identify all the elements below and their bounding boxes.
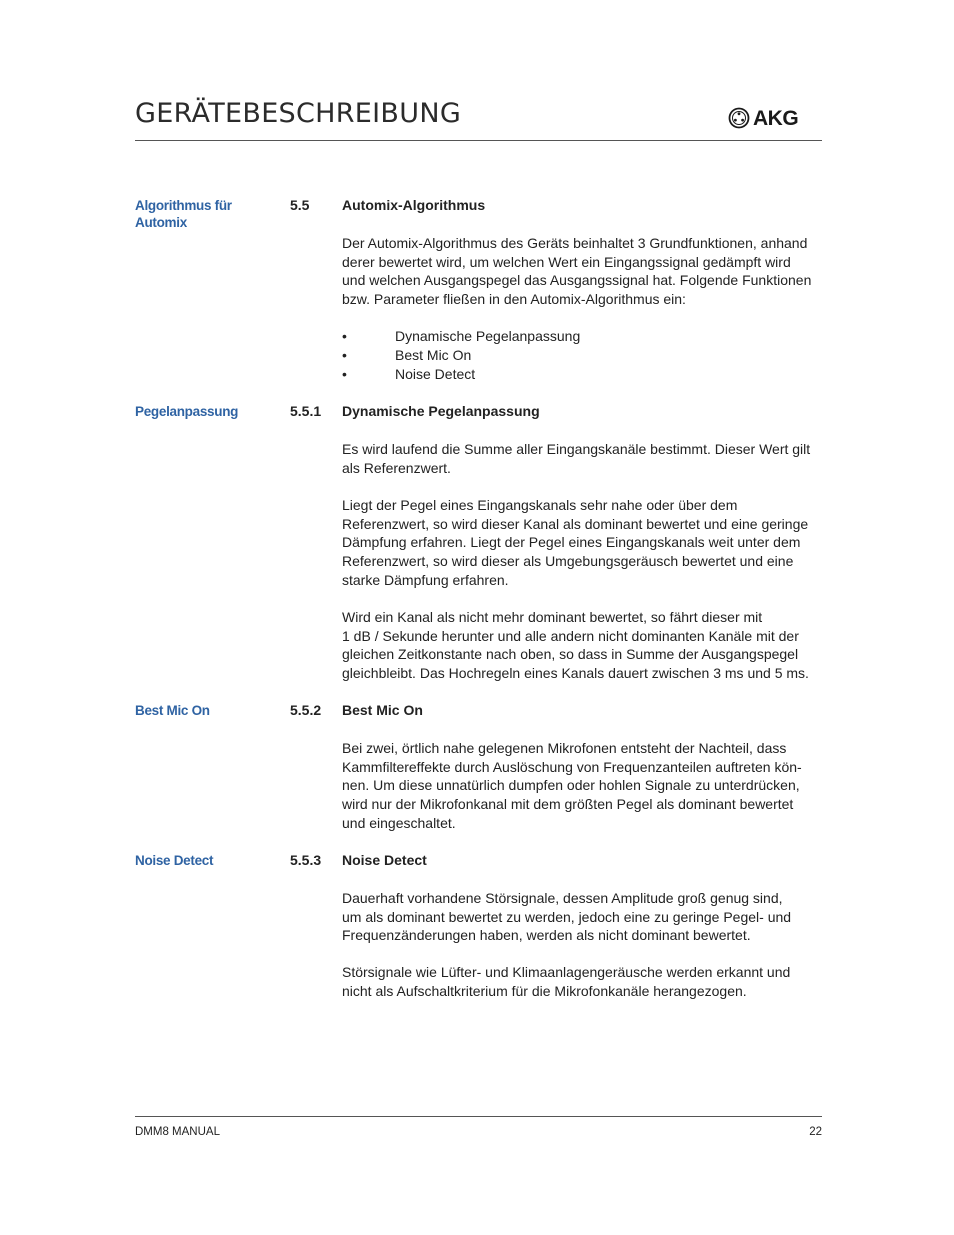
text-line: Liegt der Pegel eines Eingangskanals sehr nahe oder über dem [342, 497, 738, 513]
paragraph [342, 963, 822, 1000]
text-line: wird nur der Mikrofonkanal mit dem größten Pegel als dominant bewertet [342, 796, 794, 813]
section-number: 5.5.1 [290, 403, 322, 419]
bullet-marker: • [342, 347, 347, 363]
paragraph [342, 234, 822, 309]
text-line: um als dominant bewertet zu werden, jedoch eine zu geringe Pegel- und [342, 908, 792, 925]
text-line: und welchen Ausgangspegel das Ausgangssignal hat. Folgende Funktionen [342, 272, 812, 289]
section-heading: Noise Detect [342, 852, 427, 868]
page-title: GERÄTEBESCHREIBUNG [135, 98, 462, 129]
section-number: 5.5.2 [290, 702, 322, 718]
side-label-best-mic-on: Best Mic On [135, 703, 210, 718]
text-line: 1 dB / Sekunde herunter und alle andern nicht dominanten Kanäle mit der [342, 627, 799, 644]
paragraph [342, 440, 822, 477]
text-line: Der Automix-Algorithmus des Geräts beinhaltet 3 Grundfunktionen, anhand [342, 235, 808, 251]
text-line: starke Dämpfung erfahren. [342, 571, 509, 588]
side-label-line: Algorithmus für [135, 198, 232, 213]
header-divider [135, 140, 822, 141]
paragraph [342, 496, 822, 590]
side-label-automix [135, 197, 275, 231]
text-line: Kammfiltereffekte durch Auslöschung von Frequenzanteilen auftreten kön- [342, 758, 802, 775]
section-heading: Dynamische Pegelanpassung [342, 403, 540, 419]
page-number: 22 [809, 1126, 822, 1138]
text-line: Dauerhaft vorhandene Störsignale, dessen Amplitude groß genug sind, [342, 890, 783, 906]
text-line: derer bewertet wird, um welchen Wert ein Eingangssignal gedämpft wird [342, 253, 791, 270]
text-line: Dämpfung erfahren. Liegt der Pegel eines Eingangskanals weit unter dem [342, 534, 801, 551]
paragraph [342, 889, 822, 945]
text-line: gleichen Zeitkonstante nach oben, so dass in Summe der Ausgangspegel [342, 646, 799, 663]
text-line: Es wird laufend die Summe aller Eingangskanäle bestimmt. Dieser Wert gilt [342, 441, 811, 457]
section-heading: Automix-Algorithmus [342, 197, 486, 213]
paragraph [342, 608, 822, 683]
footer-manual-name: DMM8 MANUAL [135, 1126, 220, 1138]
akg-emblem-icon [728, 107, 750, 129]
bullet-item: Noise Detect [395, 366, 476, 382]
bullet-marker: • [342, 366, 347, 382]
paragraph [342, 739, 822, 833]
bullet-item: Dynamische Pegelanpassung [395, 328, 581, 344]
footer-divider [135, 1116, 822, 1117]
text-line: bzw. Parameter fließen in den Automix-Algorithmus ein: [342, 291, 686, 308]
side-label-pegelanpassung: Pegelanpassung [135, 404, 239, 419]
logo-text: AKG [753, 106, 799, 130]
text-line: Referenzwert, so wird dieser als Umgebungsgeräusch bewertet und eine [342, 553, 794, 570]
section-number: 5.5.3 [290, 852, 322, 868]
section-number: 5.5 [290, 197, 310, 213]
text-line: Störsignale wie Lüfter- und Klimaanlagengeräusche werden erkannt und [342, 964, 791, 980]
akg-logo [728, 106, 798, 130]
text-line: und eingeschaltet. [342, 814, 456, 831]
side-label-noise-detect: Noise Detect [135, 853, 214, 868]
section-heading: Best Mic On [342, 702, 423, 718]
text-line: als Referenzwert. [342, 459, 451, 476]
text-line: Bei zwei, örtlich nahe gelegenen Mikrofonen entsteht der Nachteil, dass [342, 740, 787, 756]
text-line: gleichbleibt. Das Hochregeln eines Kanals dauert zwischen 3 ms und 5 ms. [342, 665, 809, 682]
bullet-marker: • [342, 328, 347, 344]
bullet-item: Best Mic On [395, 347, 472, 363]
side-label-line: Automix [135, 215, 187, 230]
text-line: Wird ein Kanal als nicht mehr dominant bewertet, so fährt dieser mit [342, 609, 763, 625]
text-line: nicht als Aufschaltkriterium für die Mikrofonkanäle herangezogen. [342, 982, 747, 999]
text-line: Referenzwert, so wird dieser Kanal als dominant bewertet und eine geringe [342, 515, 809, 532]
text-line: Frequenzänderungen haben, werden als nicht dominant bewertet. [342, 927, 751, 944]
text-line: nen. Um diese unnatürlich dumpfen oder hohlen Signale zu unterdrücken, [342, 777, 800, 794]
